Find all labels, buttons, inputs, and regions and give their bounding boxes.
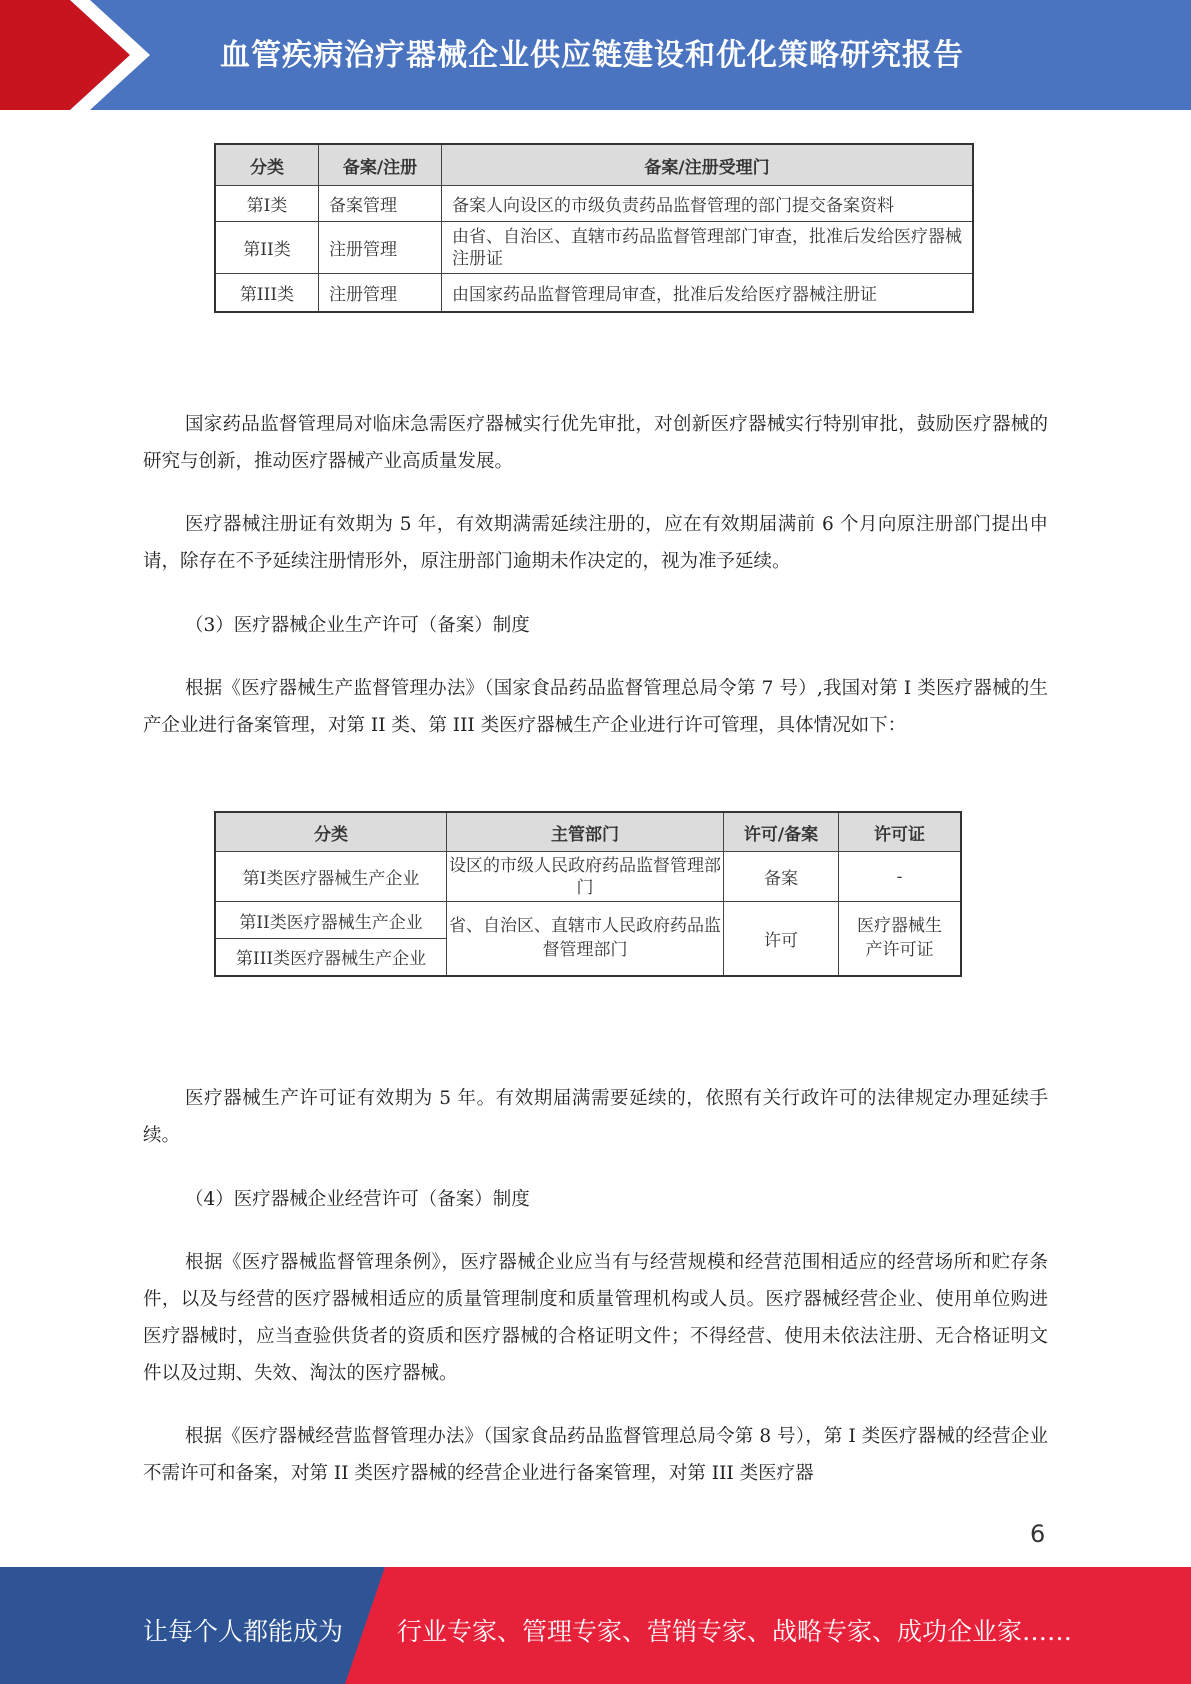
table-cell: 设区的市级人民政府药品监督管理部门 bbox=[447, 852, 724, 902]
section-heading: （4）医疗器械企业经营许可（备案）制度 bbox=[185, 1189, 530, 1210]
table-cell: 备案 bbox=[724, 852, 839, 902]
production-license-table bbox=[214, 811, 962, 977]
table-cell: 第I类 bbox=[215, 186, 319, 222]
col-registration: 备案/注册 bbox=[319, 144, 442, 186]
table-cell: 第II类 bbox=[215, 222, 319, 274]
paragraph: 根据《医疗器械生产监督管理办法》（国家食品药品监督管理总局令第 7 号）,我国对第 I 类医疗器械的生产企业进行备案管理，对第 II 类、第 III 类医疗器械生产企业进行许可管理，具体情况如下： bbox=[143, 678, 1048, 736]
table-cell: 备案管理 bbox=[319, 186, 442, 222]
table-row bbox=[215, 852, 961, 902]
table-cell: 许可 bbox=[724, 902, 839, 976]
paragraph: 国家药品监督管理局对临床急需医疗器械实行优先审批，对创新医疗器械实行特别审批，鼓励医疗器械的研究与创新，推动医疗器械产业高质量发展。 bbox=[143, 414, 1048, 472]
page-header bbox=[0, 0, 1191, 110]
col-category: 分类 bbox=[215, 812, 447, 852]
table-row bbox=[215, 274, 973, 312]
table-cell: 备案人向设区的市级负责药品监督管理的部门提交备案资料 bbox=[442, 186, 974, 222]
table-cell: 第III类 bbox=[215, 274, 319, 312]
table-cell: 第I类医疗器械生产企业 bbox=[215, 852, 447, 902]
table-cell: 由国家药品监督管理局审查，批准后发给医疗器械注册证 bbox=[442, 274, 974, 312]
paragraph: 医疗器械注册证有效期为 5 年，有效期满需延续注册的，应在有效期届满前 6 个月向原注册部门提出申请，除存在不予延续注册情形外，原注册部门逾期未作决定的，视为准予延续。 bbox=[143, 514, 1048, 572]
table-row bbox=[215, 186, 973, 222]
table-header-row bbox=[215, 812, 961, 852]
col-category: 分类 bbox=[215, 144, 319, 186]
table-cell: 注册管理 bbox=[319, 274, 442, 312]
col-license-type: 许可/备案 bbox=[724, 812, 839, 852]
paragraph: 医疗器械生产许可证有效期为 5 年。有效期届满需要延续的，依照有关行政许可的法律规定办理延续手续。 bbox=[143, 1088, 1048, 1146]
table-cell: 注册管理 bbox=[319, 222, 442, 274]
section-heading: （3）医疗器械企业生产许可（备案）制度 bbox=[185, 615, 530, 636]
report-title: 血管疾病治疗器械企业供应链建设和优化策略研究报告 bbox=[220, 38, 964, 73]
table-cell: 由省、自治区、直辖市药品监督管理部门审查，批准后发给医疗器械注册证 bbox=[442, 222, 974, 274]
page-number: 6 bbox=[1030, 1520, 1046, 1548]
paragraph: 根据《医疗器械监督管理条例》，医疗器械企业应当有与经营规模和经营范围相适应的经营场所和贮存条件，以及与经营的医疗器械相适应的质量管理制度和质量管理机构或人员。医疗器械经营企业、使用单位购进医疗器械时，应当查验供货者的资质和医疗器械的合格证明文件；不得经营、使用未依法注册、无合格证明文件以及过期、失效、淘汰的医疗器械。 bbox=[143, 1252, 1048, 1384]
table-cell: 省、自治区、直辖市人民政府药品监督管理部门 bbox=[447, 902, 724, 976]
table-cell: 医疗器械生产许可证 bbox=[839, 902, 962, 976]
header-arrow-decoration bbox=[0, 0, 200, 110]
paragraph: 根据《医疗器械经营监督管理办法》（国家食品药品监督管理总局令第 8 号），第 I 类医疗器械的经营企业不需许可和备案，对第 II 类医疗器械的经营企业进行备案管理，对第 III 类医疗器 bbox=[143, 1426, 1048, 1484]
col-department: 主管部门 bbox=[447, 812, 724, 852]
table-cell: - bbox=[839, 852, 962, 902]
table-row bbox=[215, 902, 961, 939]
table-header-row bbox=[215, 144, 973, 186]
registration-table bbox=[214, 143, 974, 313]
table-cell: 第III类医疗器械生产企业 bbox=[215, 939, 447, 976]
col-authority: 备案/注册受理门 bbox=[442, 144, 974, 186]
footer-slogan-left: 让每个人都能成为 bbox=[143, 1617, 344, 1646]
col-license: 许可证 bbox=[839, 812, 962, 852]
footer-slogan-right: 行业专家、管理专家、营销专家、战略专家、成功企业家…… bbox=[397, 1617, 1073, 1646]
table-row bbox=[215, 222, 973, 274]
table-cell: 第II类医疗器械生产企业 bbox=[215, 902, 447, 939]
